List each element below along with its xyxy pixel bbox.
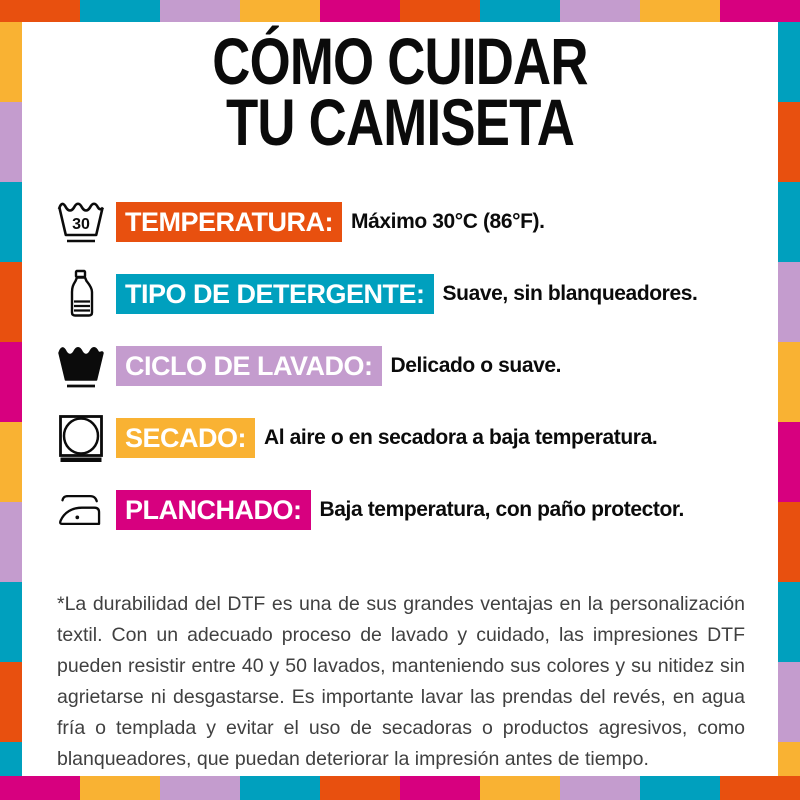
border-square-lavender [160,776,240,800]
care-desc: Al aire o en secadora a baja temperatura. [264,426,658,449]
border-square-magenta [320,0,400,22]
border-square-lavender [560,776,640,800]
care-label: SECADO: [116,418,255,458]
border-square-teal [778,182,800,262]
care-row-detergente [56,274,770,314]
care-row-planchado [56,490,770,530]
border-square-teal [0,742,22,776]
border-square-lavender [778,662,800,742]
border-square-orange [0,0,80,22]
page-title-line2: TU CAMISETA [225,85,575,159]
border-square-magenta [778,422,800,502]
hand-wash-tub-icon [56,341,106,391]
care-desc: Delicado o suave. [390,354,562,377]
border-square-lavender [160,0,240,22]
border-square-yellow [0,422,22,502]
care-rows [56,202,770,562]
iron-icon [56,485,106,535]
border-square-orange [720,776,800,800]
border-square-yellow [778,342,800,422]
border-square-magenta [0,342,22,422]
border-square-yellow [240,0,320,22]
border-square-orange [778,502,800,582]
border-square-teal [778,582,800,662]
border-square-yellow [778,742,800,776]
border-square-teal [640,776,720,800]
border-square-teal [0,582,22,662]
border-square-teal [240,776,320,800]
border-square-yellow [80,776,160,800]
page-title-line1: CÓMO CUIDAR [212,24,588,98]
border-top [0,0,800,22]
border-square-teal [0,182,22,262]
border-square-teal [480,0,560,22]
border-square-teal [80,0,160,22]
svg-text:30: 30 [72,216,90,233]
care-row-ciclo [56,346,770,386]
border-square-magenta [400,776,480,800]
care-label: TEMPERATURA: [116,202,342,242]
wash-tub-30-icon [56,197,106,247]
detergent-bottle-icon [56,269,106,319]
care-row-temperatura [56,202,770,242]
page-title [0,24,800,159]
border-square-orange [400,0,480,22]
border-square-lavender [0,502,22,582]
care-label: TIPO DE DETERGENTE: [116,274,434,314]
border-square-orange [0,262,22,342]
care-desc: Baja temperatura, con paño protector. [319,498,684,521]
border-square-lavender [560,0,640,22]
care-row-secado [56,418,770,458]
tumble-dryer-icon [56,413,106,463]
care-label: CICLO DE LAVADO: [116,346,382,386]
care-desc: Suave, sin blanqueadores. [442,282,698,305]
border-square-orange [0,662,22,742]
border-square-yellow [640,0,720,22]
footnote-paragraph: *La durabilidad del DTF es una de sus grandes ventajas en la personalización textil. Con un adecuado proceso de lavado y cuidado, las impresiones DTF pueden resistir entre 40 y 50 lavados, manteniendo sus colores y su nitidez sin agrietarse ni desgastarse. Es importante lavar las prendas del revés, en agua fría o templada y evitar el uso de secadoras o productos agresivos, como blanqueadores, que puedan deteriorar la impresión antes de tiempo. [57,593,745,770]
border-square-orange [320,776,400,800]
border-square-magenta [0,776,80,800]
border-square-magenta [720,0,800,22]
border-square-yellow [480,776,560,800]
border-bottom [0,776,800,800]
care-desc: Máximo 30°C (86°F). [350,210,545,233]
border-square-lavender [778,262,800,342]
care-label: PLANCHADO: [116,490,311,530]
